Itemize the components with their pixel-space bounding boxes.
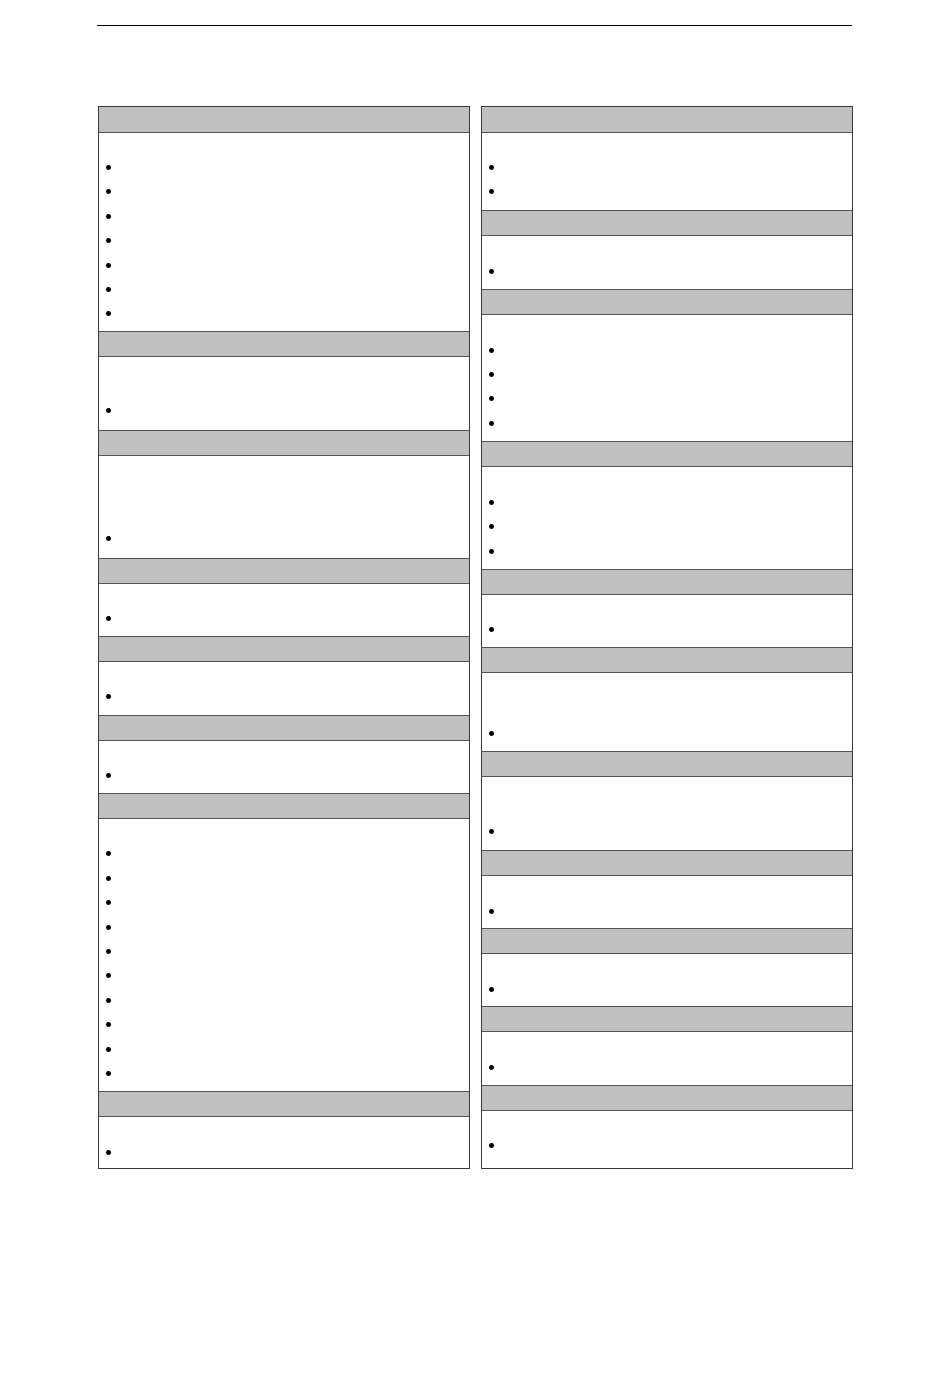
bullet-icon (106, 408, 111, 413)
bullet-icon (489, 189, 494, 194)
bullet-icon (489, 269, 494, 274)
bullet-icon (106, 973, 111, 978)
bullet-icon (106, 311, 111, 316)
bullet-icon (106, 694, 111, 699)
bullet-icon (489, 524, 494, 529)
bullet-icon (106, 1047, 111, 1052)
bullet-icon (106, 851, 111, 856)
bullet-icon (106, 949, 111, 954)
section-header (482, 441, 852, 467)
top-rule (97, 25, 852, 26)
bullet-icon (106, 925, 111, 930)
bullet-icon (106, 263, 111, 268)
bullet-icon (489, 987, 494, 992)
bullet-icon (106, 287, 111, 292)
section-header (99, 331, 469, 357)
section-header (99, 793, 469, 819)
section-header (482, 751, 852, 777)
left-column (98, 106, 470, 1169)
section-header (482, 1085, 852, 1111)
bullet-icon (106, 1022, 111, 1027)
bullet-icon (106, 1150, 111, 1155)
bullet-icon (106, 1071, 111, 1076)
bullet-icon (489, 421, 494, 426)
section-header (482, 107, 852, 133)
section-header (482, 1006, 852, 1032)
section-header (99, 430, 469, 456)
bullet-icon (489, 165, 494, 170)
bullet-icon (106, 238, 111, 243)
bullet-icon (106, 876, 111, 881)
bullet-icon (489, 909, 494, 914)
bullet-icon (106, 616, 111, 621)
section-header (482, 850, 852, 876)
section-header (99, 636, 469, 662)
section-header (99, 558, 469, 584)
bullet-icon (489, 1143, 494, 1148)
section-header (482, 289, 852, 315)
section-header (482, 928, 852, 954)
bullet-icon (106, 998, 111, 1003)
bullet-icon (106, 900, 111, 905)
bullet-icon (106, 165, 111, 170)
section-header (99, 1091, 469, 1117)
section-header (482, 210, 852, 236)
bullet-icon (489, 829, 494, 834)
bullet-icon (489, 627, 494, 632)
right-column (481, 106, 853, 1169)
section-header (482, 569, 852, 595)
bullet-icon (489, 549, 494, 554)
section-header (482, 647, 852, 673)
bullet-icon (489, 731, 494, 736)
section-header (99, 715, 469, 741)
bullet-icon (106, 214, 111, 219)
bullet-icon (489, 396, 494, 401)
bullet-icon (106, 189, 111, 194)
bullet-icon (489, 500, 494, 505)
bullet-icon (106, 536, 111, 541)
bullet-icon (489, 1065, 494, 1070)
bullet-icon (489, 372, 494, 377)
bullet-icon (489, 348, 494, 353)
bullet-icon (106, 773, 111, 778)
section-header (99, 107, 469, 133)
